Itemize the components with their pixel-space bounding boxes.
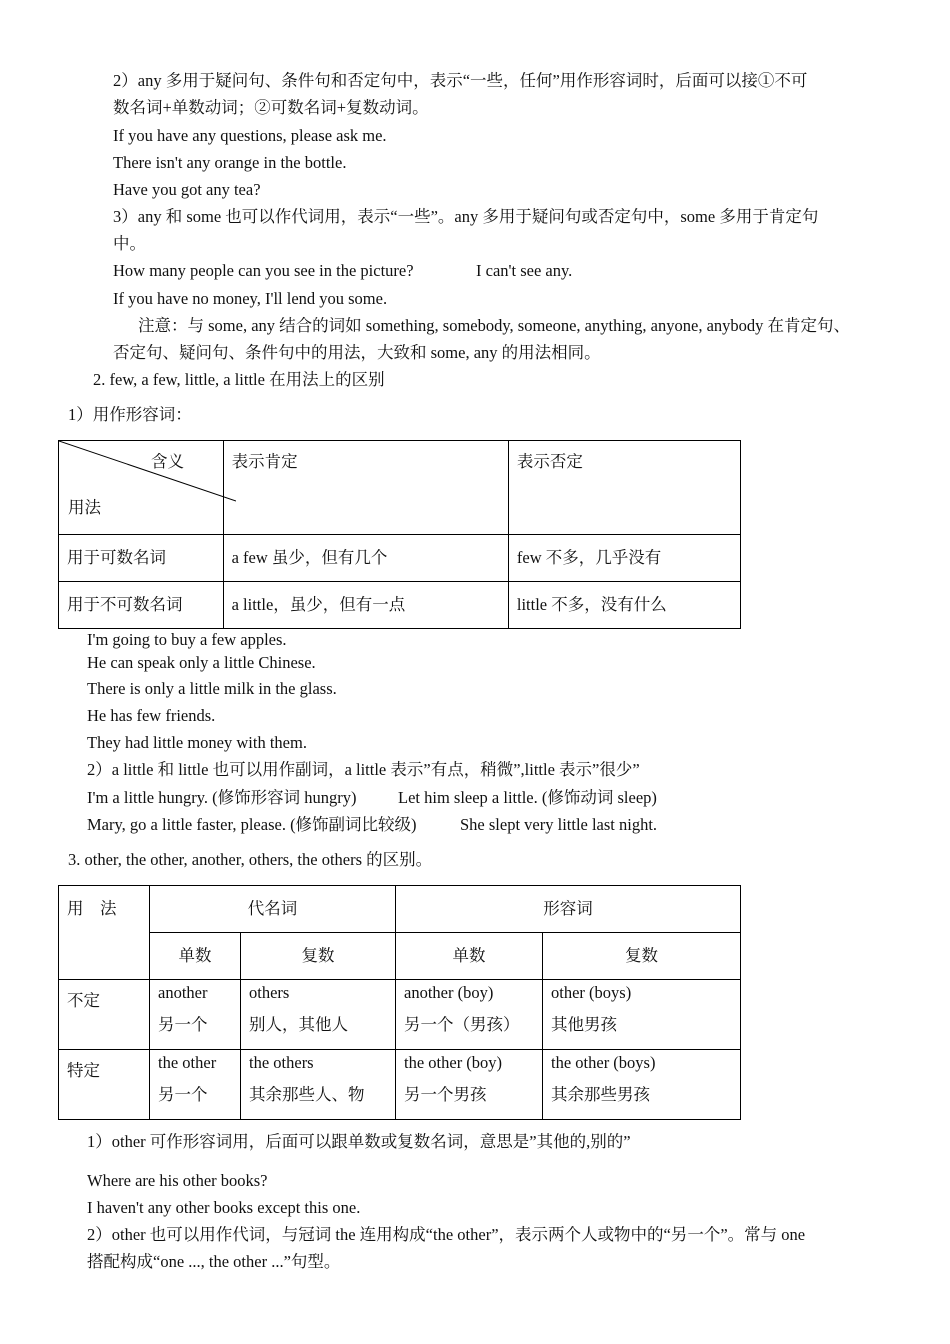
cell-term: others [249,983,290,1002]
cell-meaning: 别人，其他人 [249,1015,348,1034]
subheading: 1）用作形容词： [68,405,192,424]
example-sentence: There isn't any orange in the bottle. [113,153,347,172]
table-cell [543,980,741,1050]
example-sentence: Mary, go a little faster, please. (修饰副词比较级) [87,815,417,834]
header-plural: 复数 [241,933,396,980]
table-cell [241,980,396,1050]
example-sentence: How many people can you see in the picture? [113,261,414,280]
few-little-table [58,440,741,629]
table-cell [150,1050,241,1120]
header-usage: 用 法 [59,886,150,980]
note-line1: 注意：与 some, any 结合的词如 something, somebody, someone, anything, anyone, anybody 在肯定句、 [138,316,851,335]
table-cell: few 不多，几乎没有 [508,535,740,582]
example-sentence: I'm going to buy a few apples. [87,630,287,649]
paragraph-any-usage-line2: 数名词+单数动词；②可数名词+复数动词。 [113,98,429,117]
note-line2: 否定句、疑问句、条件句中的用法，大致和 some, any 的用法相同。 [113,343,601,362]
paragraph-any-some-pronoun-line1: 3）any 和 some 也可以作代词用，表示“一些”。any 多用于疑问句或否定句中，some 多用于肯定句 [113,207,819,226]
cell-term: the other [158,1053,217,1072]
table-cell [396,980,543,1050]
table-cell: a few 虽少，但有几个 [223,535,508,582]
header-singular: 单数 [150,933,241,980]
cell-term: the other (boys) [551,1053,656,1072]
header-pronoun: 代名词 [150,886,396,933]
cell-meaning: 其他男孩 [551,1015,617,1034]
table-cell [543,1050,741,1120]
header-singular: 单数 [396,933,543,980]
example-sentence: She slept very little last night. [460,815,658,834]
example-sentence: I'm a little hungry. (修饰形容词 hungry) [87,788,357,807]
cell-term: another [158,983,208,1002]
example-sentence: If you have no money, I'll lend you some. [113,289,388,308]
example-sentence: Where are his other books? [87,1171,268,1190]
example-sentence: He can speak only a little Chinese. [87,653,316,672]
example-sentence: I haven't any other books except this one. [87,1198,361,1217]
cell-meaning: 另一个 [158,1015,208,1034]
table-cell: little 不多，没有什么 [508,582,740,629]
row-label-specific: 特定 [59,1050,150,1120]
row-label-indefinite: 不定 [59,980,150,1050]
other-another-table [58,885,741,1120]
corner-label-meaning: 含义 [151,452,184,471]
table-cell [241,1050,396,1120]
table-corner-cell [59,441,224,535]
example-sentence: They had little money with them. [87,733,307,752]
example-sentence: Have you got any tea? [113,180,261,199]
section-heading: 2. few, a few, little, a little 在用法上的区别 [93,370,385,389]
example-sentence: There is only a little milk in the glass. [87,679,337,698]
paragraph-any-some-pronoun-line2: 中。 [113,234,146,253]
example-sentence: He has few friends. [87,706,216,725]
example-sentence: Let him sleep a little. (修饰动词 sleep) [398,788,657,807]
cell-meaning: 另一个 [158,1085,208,1104]
cell-meaning: 另一个（男孩） [404,1015,520,1034]
example-sentence: If you have any questions, please ask me. [113,126,387,145]
cell-term: the other (boy) [404,1053,503,1072]
row-label: 用于不可数名词 [59,582,224,629]
subheading: 1）other 可作形容词用，后面可以跟单数或复数名词，意思是”其他的,别的” [87,1132,631,1151]
corner-label-usage: 用法 [68,498,101,517]
table-cell: a little，虽少，但有一点 [223,582,508,629]
table-cell [396,1050,543,1120]
section-heading: 3. other, the other, another, others, the others 的区别。 [68,850,433,869]
cell-term: the others [249,1053,314,1072]
cell-meaning: 另一个男孩 [404,1085,487,1104]
paragraph-other-pronoun-line1: 2）other 也可以用作代词，与冠词 the 连用构成“the other”，表示两个人或物中的“另一个”。常与 one [87,1225,806,1244]
header-adjective: 形容词 [396,886,741,933]
diagonal-line [59,441,236,535]
paragraph-any-usage-line1: 2）any 多用于疑问句、条件句和否定句中，表示“一些，任何”用作形容词时，后面可以接①不可 [113,71,808,90]
subheading: 2）a little 和 little 也可以用作副词，a little 表示”有点，稍微”,little 表示”很少” [87,760,640,779]
example-answer: I can't see any. [476,261,573,280]
column-header: 表示肯定 [223,441,508,535]
cell-meaning: 其余那些人、物 [249,1085,365,1104]
column-header: 表示否定 [508,441,740,535]
table-cell [150,980,241,1050]
row-label: 用于可数名词 [59,535,224,582]
paragraph-other-pronoun-line2: 搭配构成“one ..., the other ...”句型。 [87,1252,341,1271]
cell-term: another (boy) [404,983,494,1002]
cell-term: other (boys) [551,983,632,1002]
header-plural: 复数 [543,933,741,980]
cell-meaning: 其余那些男孩 [551,1085,650,1104]
